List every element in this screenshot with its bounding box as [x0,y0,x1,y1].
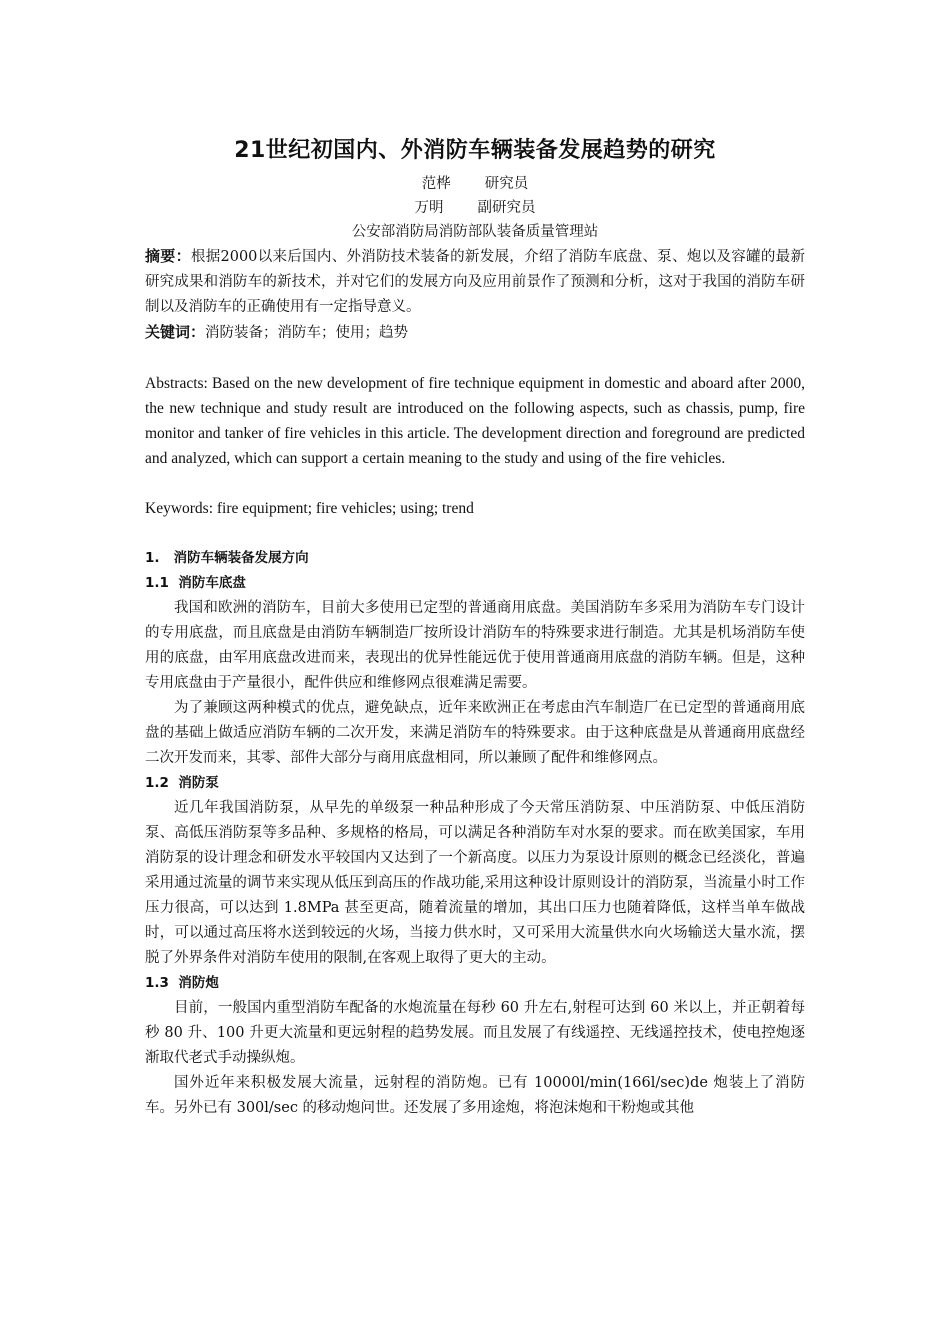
paragraph: 目前，一般国内重型消防车配备的水炮流量在每秒 60 升左右,射程可达到 60 米以上，并正朝着每秒 80 升、100 升更大流量和更远射程的趋势发展。而且发展了有线遥控、无线遥控技术，使电控炮逐渐取代老式手动操纵炮。 [145,1000,805,1066]
section-heading-1-1: 1.1 消防车底盘 [145,575,246,591]
paragraph: 近几年我国消防泵，从早先的单级泵一种品种形成了今天常压消防泵、中压消防泵、中低压消防泵、高低压消防泵等多品种、多规格的格局，可以满足各种消防车对水泵的要求。而在欧美国家，车用消防泵的设计理念和研发水平较国内又达到了一个新高度。以压力为泵设计原则的概念已经淡化，普遍采用通过流量的调节来实现从低压到高压的作战功能,采用这种设计原则设计的消防泵，当流量小时工作压力很高，可以达到 1.8MPa 甚至更高，随着流量的增加，其出口压力也随着降低，这样当单车做战时，可以通过高压将水送到较远的火场，当接力供水时，又可采用大流量供水向火场输送大量水流，摆脱了外界条件对消防车使用的限制,在客观上取得了更大的主动。 [145,800,805,966]
keywords-cn-text: 消防装备；消防车；使用；趋势 [205,325,409,341]
keywords-cn [145,320,805,346]
keywords-en: Keywords: fire equipment; fire vehicles; using; trend [145,500,474,517]
affiliation: 公安部消防局消防部队装备质量管理站 [351,224,599,240]
spacer [145,471,805,496]
paper-body [145,134,805,1121]
author-name: 范桦 [421,176,451,192]
keywords-cn-label: 关键词： [145,323,206,341]
section-heading-1-3: 1.3 消防炮 [145,975,219,991]
author-line-1 [145,172,805,196]
section-heading-1-2: 1.2 消防泵 [145,775,219,791]
spacer [145,346,805,371]
abstract-en: Abstracts: Based on the new development of fire technique equipment in domestic and aboard after 2000, the new technique and study result are introduced on the following aspects, such as chassis, pump, fire monitor and tanker of fire vehicles in this article. The development direction and foreground are predicted and analyzed, which can support a certain meaning to the study and using of the fire vehicles. [145,375,805,467]
paragraph: 我国和欧洲的消防车，目前大多使用已定型的普通商用底盘。美国消防车多采用为消防车专门设计的专用底盘，而且底盘是由消防车辆制造厂按所设计消防车的特殊要求进行制造。尤其是机场消防车使用的底盘，由军用底盘改进而来，表现出的优异性能远优于使用普通商用底盘的消防车辆。但是，这种专用底盘由于产量很小，配件供应和维修网点很难满足需要。 [145,600,805,691]
spacer [145,521,805,546]
abstract-cn-label: 摘要： [145,247,191,265]
paper-title: 21世纪初国内、外消防车辆装备发展趋势的研究 [234,138,716,163]
paragraph: 国外近年来积极发展大流量，远射程的消防炮。已有 10000l/min(166l/sec)de 炮装上了消防车。另外已有 300l/sec 的移动炮问世。还发展了多用途炮，将泡沫炮和干粉炮或其他 [145,1075,805,1116]
abstract-cn [145,244,805,320]
author-name: 万明 [414,200,444,216]
paragraph: 为了兼顾这两种模式的优点，避免缺点，近年来欧洲正在考虑由汽车制造厂在已定型的普通商用底盘的基础上做适应消防车辆的二次开发，来满足消防车的特殊要求。由于这种底盘是从普通商用底盘经二次开发而来，其零、部件大部分与商用底盘相同，所以兼顾了配件和维修网点。 [145,700,805,766]
author-role: 副研究员 [477,200,536,216]
section-heading-1: 1. 消防车辆装备发展方向 [145,550,309,566]
abstract-cn-text: 根据2000以来后国内、外消防技术装备的新发展，介绍了消防车底盘、泵、炮以及容罐的最新研究成果和消防车的新技术，并对它们的发展方向及应用前景作了预测和分析，这对于我国的消防车研制以及消防车的正确使用有一定指导意义。 [145,249,805,315]
author-line-2 [145,196,805,220]
author-role: 研究员 [484,176,529,192]
